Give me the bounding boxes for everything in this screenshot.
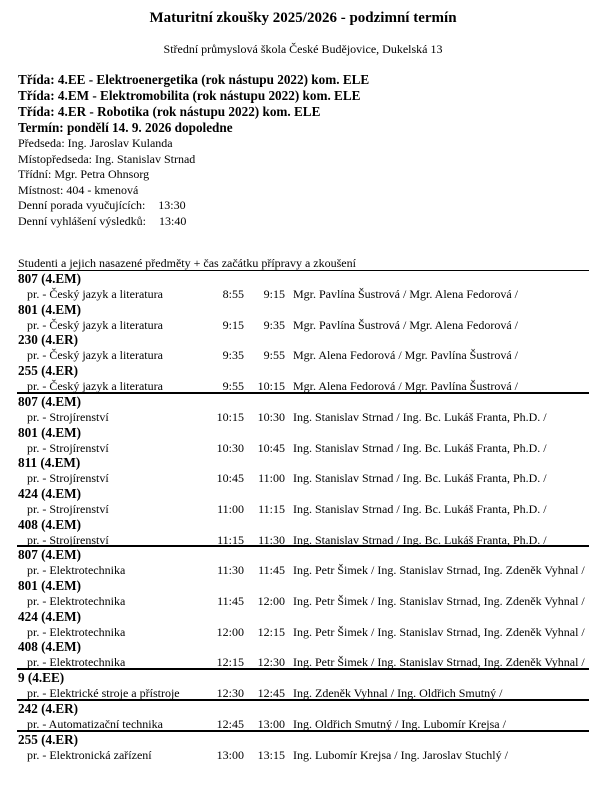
prep-time: 8:55 — [222, 287, 244, 301]
student-id: 801 (4.EM) — [18, 578, 81, 593]
exam-time: 11:00 — [258, 471, 285, 486]
exam-subject: pr. - Elektrotechnika — [27, 563, 126, 578]
class-teacher: Třídní: Mgr. Petra Ohnsorg — [18, 167, 150, 181]
student-id: 230 (4.ER) — [18, 332, 79, 348]
exam-subject: pr. - Elektrotechnika — [27, 624, 126, 639]
results-announcement — [18, 214, 598, 230]
prep-time: 9:55 — [222, 379, 244, 394]
exam-time: 10:45 — [257, 440, 285, 455]
student-id: 408 (4.EM) — [18, 516, 81, 532]
examiners: Mgr. Pavlína Šustrová / Mgr. Alena Fedorová / — [293, 287, 518, 301]
student-id: 807 (4.EM) — [18, 393, 81, 409]
examiners: Ing. Stanislav Strnad / Ing. Bc. Lukáš Franta, Ph.D. / — [293, 532, 547, 547]
group-divider — [17, 699, 589, 701]
exam-subject: pr. - Český jazyk a literatura — [27, 317, 163, 332]
exam-time: 9:15 — [263, 287, 285, 301]
student-id: 807 (4.EM) — [18, 547, 81, 563]
examiners: Ing. Petr Šimek / Ing. Stanislav Strnad, Ing. Zdeněk Vyhnal / — [293, 563, 585, 578]
exam-time: 13:15 — [257, 747, 285, 762]
group-divider — [17, 545, 589, 547]
class-line: Třída: 4.ER - Robotika (rok nástupu 2022) kom. ELE — [18, 104, 321, 119]
exam-subject: pr. - Strojírenství — [27, 532, 109, 547]
exam-term: Termín: pondělí 14. 9. 2026 dopoledne — [18, 120, 233, 135]
teachers-meeting-label: Denní porada vyučujících: — [18, 198, 146, 212]
room: Místnost: 404 - kmenová — [18, 182, 139, 197]
exam-subject: pr. - Automatizační technika — [27, 716, 163, 731]
results-announcement-time: 13:40 — [158, 213, 187, 228]
exam-time: 11:30 — [258, 532, 285, 547]
student-id: 801 (4.EM) — [18, 301, 81, 317]
exam-subject: pr. - Elektronická zařízení — [27, 747, 152, 762]
student-id: 255 (4.ER) — [18, 363, 79, 379]
results-announcement-label: Denní vyhlášení výsledků: — [18, 213, 146, 228]
group-divider — [17, 270, 589, 271]
student-id: 424 (4.EM) — [18, 485, 81, 501]
prep-time: 12:30 — [216, 686, 244, 701]
exam-subject: pr. - Český jazyk a literatura — [27, 287, 163, 301]
school-name: Střední průmyslová škola České Budějovice, Dukelská 13 — [163, 42, 443, 56]
student-id: 807 (4.EM) — [18, 271, 81, 286]
student-id: 424 (4.EM) — [18, 608, 81, 624]
student-id: 801 (4.EM) — [18, 424, 81, 440]
prep-time: 10:45 — [216, 471, 244, 486]
exam-subject: pr. - Český jazyk a literatura — [27, 379, 163, 394]
student-id: 255 (4.ER) — [18, 731, 79, 747]
teachers-meeting — [18, 198, 598, 214]
examiners: Ing. Stanislav Strnad / Ing. Bc. Lukáš Franta, Ph.D. / — [293, 471, 547, 486]
examiners: Ing. Petr Šimek / Ing. Stanislav Strnad, Ing. Zdeněk Vyhnal / — [293, 594, 585, 608]
prep-time: 12:00 — [216, 624, 244, 639]
chairman: Předseda: Ing. Jaroslav Kulanda — [18, 136, 173, 150]
student-id: 811 (4.EM) — [18, 455, 81, 471]
examiners: Mgr. Alena Fedorová / Mgr. Pavlína Šustrová / — [293, 379, 518, 394]
student-id: 242 (4.ER) — [18, 700, 79, 716]
exam-time: 13:00 — [257, 716, 285, 731]
exam-subject: pr. - Elektrotechnika — [27, 594, 126, 608]
exam-time: 12:45 — [257, 686, 285, 701]
teachers-meeting-time: 13:30 — [158, 198, 186, 212]
exam-time: 11:15 — [258, 501, 285, 516]
prep-time: 11:15 — [217, 532, 244, 547]
exam-subject: pr. - Strojírenství — [27, 501, 109, 516]
prep-time: 10:30 — [216, 440, 244, 455]
prep-time: 11:45 — [217, 594, 244, 608]
document-title: Maturitní zkoušky 2025/2026 - podzimní termín — [149, 10, 457, 26]
student-id: 9 (4.EE) — [18, 670, 65, 686]
class-line: Třída: 4.EM - Elektromobilita (rok nástupu 2022) kom. ELE — [18, 88, 361, 103]
student-id: 408 (4.EM) — [18, 639, 81, 655]
exam-subject: pr. - Elektrické stroje a přístroje — [27, 686, 180, 701]
group-divider — [17, 392, 589, 394]
examiners: Ing. Stanislav Strnad / Ing. Bc. Lukáš Franta, Ph.D. / — [293, 440, 547, 455]
exam-time: 10:15 — [257, 379, 285, 394]
class-line: Třída: 4.EE - Elektroenergetika (rok nástupu 2022) kom. ELE — [18, 72, 370, 87]
exam-time: 12:30 — [257, 655, 285, 670]
exam-time: 12:15 — [257, 624, 285, 639]
examiners: Mgr. Alena Fedorová / Mgr. Pavlína Šustrová / — [293, 348, 518, 363]
examiners: Ing. Stanislav Strnad / Ing. Bc. Lukáš Franta, Ph.D. / — [293, 501, 547, 516]
exam-time: 12:00 — [257, 594, 285, 608]
exam-time: 9:55 — [263, 348, 285, 363]
prep-time: 11:00 — [217, 501, 244, 516]
exam-time: 10:30 — [257, 409, 285, 424]
prep-time: 12:15 — [216, 655, 244, 670]
prep-time: 9:35 — [222, 348, 244, 363]
prep-time: 9:15 — [222, 317, 244, 332]
prep-time: 11:30 — [217, 563, 244, 578]
students-heading: Studenti a jejich nasazené předměty + čas začátku přípravy a zkoušení — [18, 256, 356, 270]
examiners: Mgr. Pavlína Šustrová / Mgr. Alena Fedorová / — [293, 317, 518, 332]
exam-subject: pr. - Český jazyk a literatura — [27, 348, 163, 363]
exam-subject: pr. - Elektrotechnika — [27, 655, 126, 670]
group-divider — [17, 730, 589, 732]
prep-time: 10:15 — [216, 409, 244, 424]
exam-subject: pr. - Strojírenství — [27, 471, 109, 486]
examiners: Ing. Oldřich Smutný / Ing. Lubomír Krejsa / — [293, 716, 506, 731]
exam-info-block — [18, 72, 598, 229]
examiners: Ing. Petr Šimek / Ing. Stanislav Strnad, Ing. Zdeněk Vyhnal / — [293, 624, 585, 639]
exam-subject: pr. - Strojírenství — [27, 409, 109, 424]
vice-chairman: Místopředseda: Ing. Stanislav Strnad — [18, 151, 196, 166]
examiners: Ing. Lubomír Krejsa / Ing. Jaroslav Stuchlý / — [293, 747, 508, 762]
exam-subject: pr. - Strojírenství — [27, 440, 109, 455]
exam-time: 11:45 — [258, 563, 285, 578]
prep-time: 12:45 — [216, 716, 244, 731]
examiners: Ing. Zdeněk Vyhnal / Ing. Oldřich Smutný / — [293, 686, 503, 701]
prep-time: 13:00 — [216, 747, 244, 762]
group-divider — [17, 668, 589, 670]
examiners: Ing. Stanislav Strnad / Ing. Bc. Lukáš Franta, Ph.D. / — [293, 409, 547, 424]
exam-time: 9:35 — [263, 317, 285, 332]
examiners: Ing. Petr Šimek / Ing. Stanislav Strnad, Ing. Zdeněk Vyhnal / — [293, 655, 585, 670]
